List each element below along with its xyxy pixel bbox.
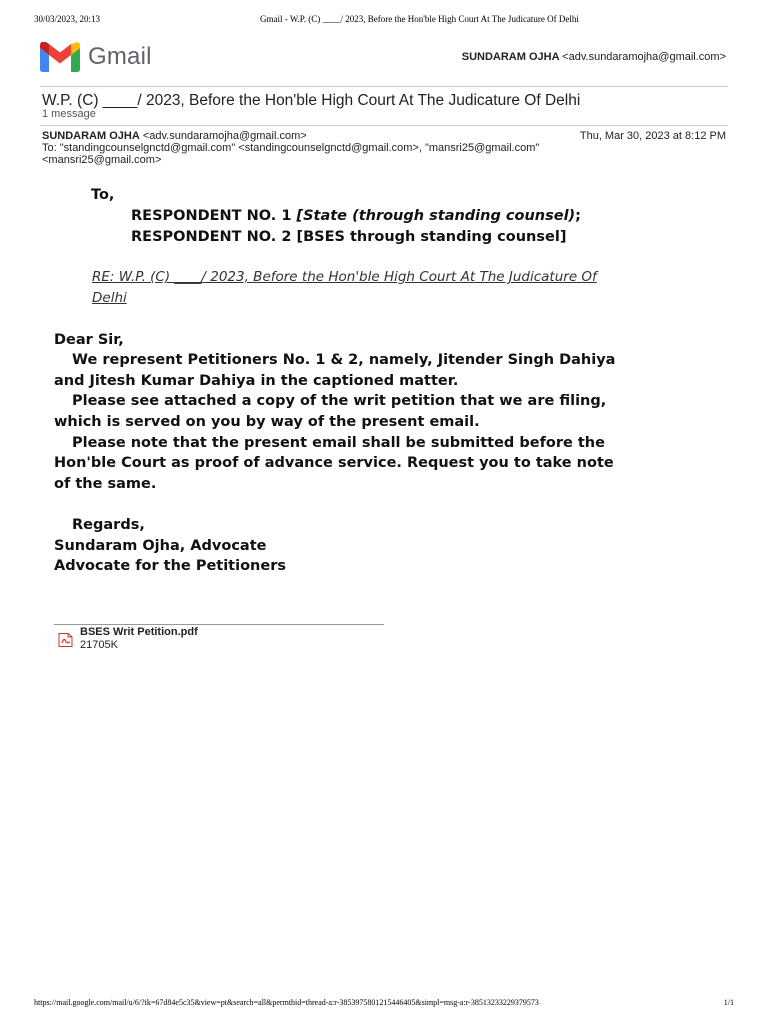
signature-line-2: Advocate for the Petitioners (54, 558, 286, 574)
signature-line-1: Sundaram Ojha, Advocate (54, 538, 267, 554)
pdf-file-icon[interactable] (58, 633, 74, 647)
print-page-title: Gmail - W.P. (C) ____/ 2023, Before the Hon'ble High Court At The Judicature Of Delhi (260, 14, 579, 24)
respondent-1-detail: [State (through standing counsel) (296, 208, 576, 224)
paragraph-2-line-2: which is served on you by way of the present email. (54, 414, 480, 430)
print-url: https://mail.google.com/mail/u/6/?ik=67d84e5c35&view=pt&search=all&permthid=thread-a:r-3853975801215446405&simpl=msg-a:r-38513233229379573 (34, 998, 539, 1007)
respondent-1-suffix: ; (575, 208, 581, 224)
respondent-1-prefix: RESPONDENT NO. 1 (131, 208, 297, 224)
message-count: 1 message (42, 108, 96, 120)
attachment-divider (54, 624, 384, 625)
paragraph-3-line-1: Please note that the present email shall be submitted before the (72, 435, 605, 451)
gmail-logo[interactable] (40, 42, 152, 72)
sender-line (42, 130, 307, 142)
gmail-m-icon (40, 42, 80, 72)
gmail-wordmark: Gmail (88, 43, 152, 70)
print-datetime: 30/03/2023, 20:13 (34, 14, 101, 24)
thread-subject: W.P. (C) ____/ 2023, Before the Hon'ble High Court At The Judicature Of Delhi (42, 92, 581, 109)
account-name: SUNDARAM OJHA (461, 51, 560, 63)
paragraph-1-line-2: and Jitesh Kumar Dahiya in the captioned matter. (54, 373, 459, 389)
body-to: To, (91, 187, 115, 203)
greeting: Dear Sir, (54, 332, 124, 348)
subject-divider (40, 125, 728, 126)
paragraph-2-line-1: Please see attached a copy of the writ petition that we are filing, (72, 393, 607, 409)
account-email: <adv.sundaramojha@gmail.com> (562, 51, 726, 63)
message-date: Thu, Mar 30, 2023 at 8:12 PM (579, 130, 726, 142)
paragraph-3-line-3: of the same. (54, 476, 157, 492)
header-divider (40, 86, 728, 87)
recipients-line: To: "standingcounselgnctd@gmail.com" <standingcounselgnctd@gmail.com>, "mansri25@gmail.com" (42, 142, 540, 154)
re-line-1: RE: W.P. (C) ____/ 2023, Before the Hon'ble High Court At The Judicature Of (92, 269, 597, 285)
re-line-2: Delhi (92, 290, 127, 306)
account-header (462, 51, 726, 63)
regards: Regards, (72, 517, 145, 533)
sender-name: SUNDARAM OJHA (42, 130, 140, 142)
sender-email: <adv.sundaramojha@gmail.com> (142, 130, 307, 142)
attachment-name[interactable]: BSES Writ Petition.pdf (80, 626, 198, 638)
recipients-line-2: <mansri25@gmail.com> (42, 154, 162, 166)
print-page-number: 1/1 (723, 998, 734, 1007)
respondent-2: RESPONDENT NO. 2 [BSES through standing counsel] (131, 229, 567, 245)
paragraph-3-line-2: Hon'ble Court as proof of advance service. Request you to take note (54, 455, 614, 471)
respondent-1 (131, 206, 581, 227)
attachment-size: 21705K (80, 639, 118, 651)
paragraph-1-line-1: We represent Petitioners No. 1 & 2, namely, Jitender Singh Dahiya (72, 352, 616, 368)
